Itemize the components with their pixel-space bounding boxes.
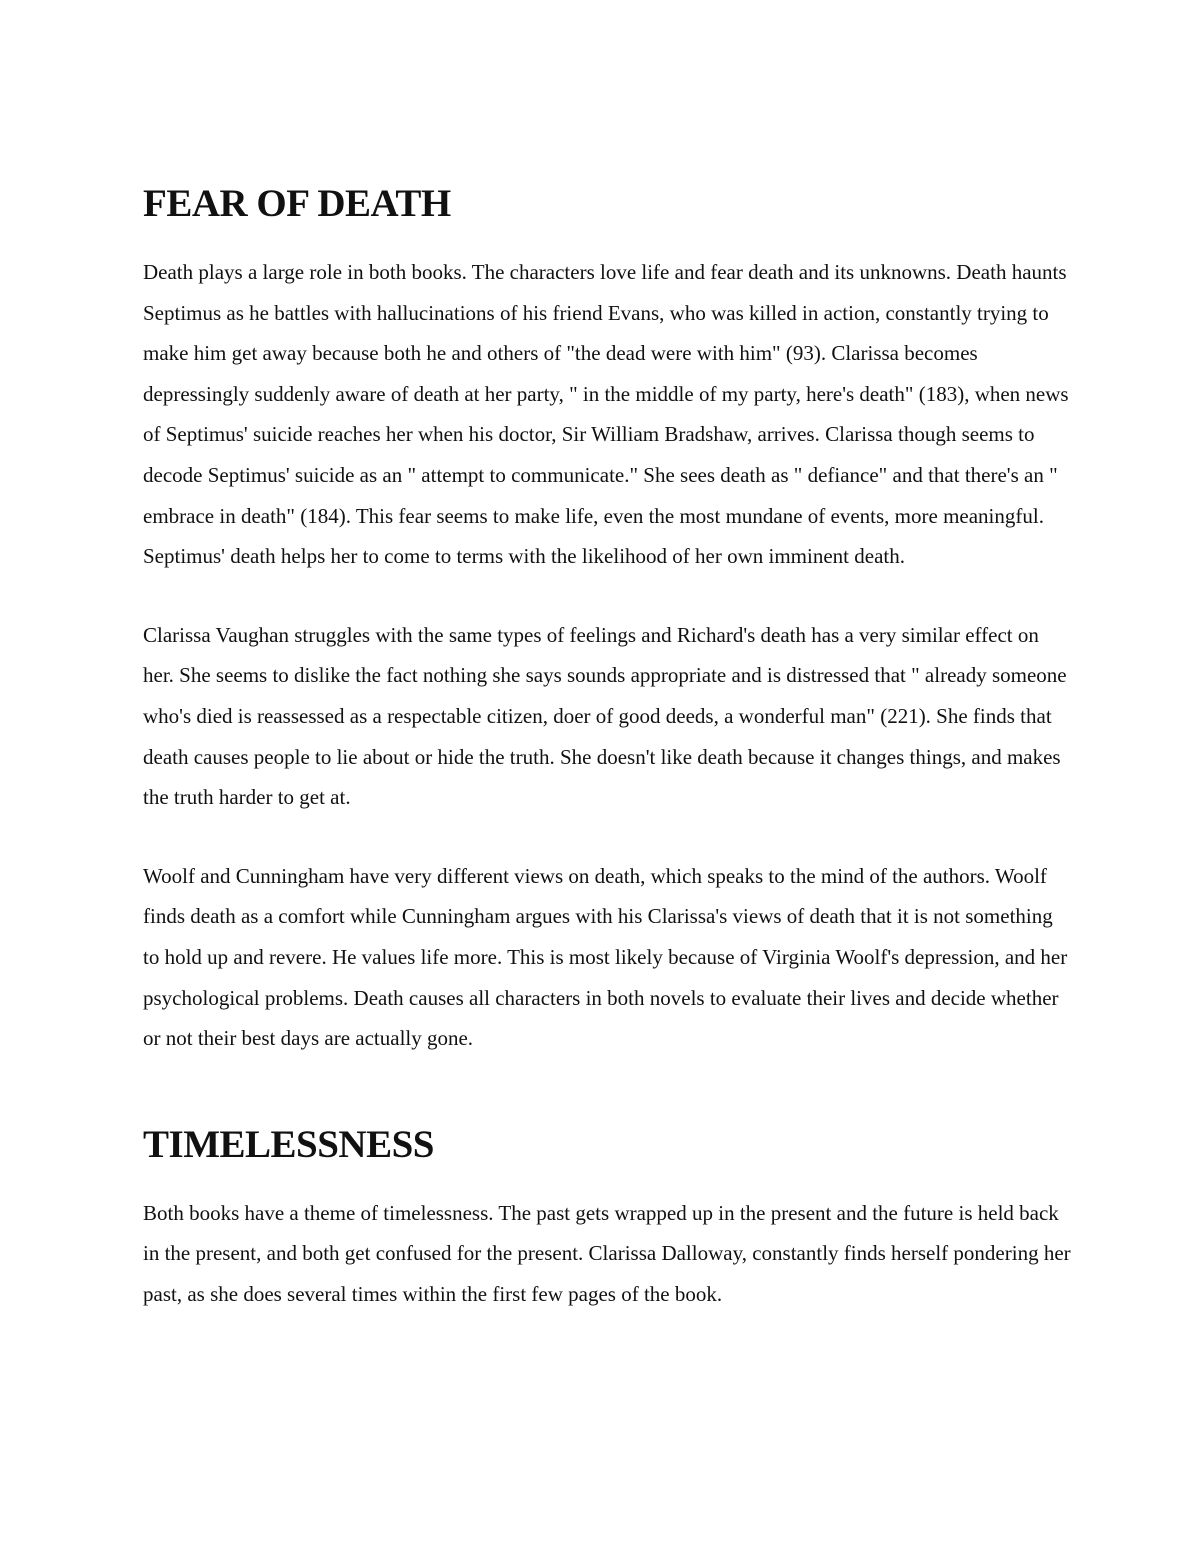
paragraph: Clarissa Vaughan struggles with the same types of feelings and Richard's death has a very similar effect on her. She seems to dislike the fact nothing she says sounds appropriate and is distressed that " already someone who's died is reassessed as a respectable citizen, doer of good deeds, a wonderful man" (221). She finds that death causes people to lie about or hide the truth. She doesn't like death because it changes things, and makes the truth harder to get at. — [143, 622, 1067, 810]
section-timelessness — [143, 1121, 1073, 1315]
paragraph: Woolf and Cunningham have very different views on death, which speaks to the mind of the authors. Woolf finds death as a comfort while Cunningham argues with his Clarissa's views of death that it is not something to hold up and revere. He values life more. This is most likely because of Virginia Woolf's depression, and her psychological problems. Death causes all characters in both novels to evaluate their lives and decide whether or not their best days are actually gone. — [143, 863, 1068, 1051]
paragraph: Both books have a theme of timelessness. The past gets wrapped up in the present and the future is held back in the present, and both get confused for the present. Clarissa Dalloway, constantly finds herself pondering her past, as she does several times within the first few pages of the book. — [143, 1200, 1071, 1306]
section-fear-of-death — [143, 180, 1073, 1059]
section-heading: TIMELESSNESS — [143, 1122, 434, 1166]
document-page — [143, 180, 1073, 1314]
section-heading: FEAR OF DEATH — [143, 182, 451, 225]
paragraph: Death plays a large role in both books. The characters love life and fear death and its unknowns. Death haunts Septimus as he battles with hallucinations of his friend Evans, who was killed in action, constantly trying to make him get away because both he and others of "the dead were with him" (93). Clarissa becomes depressingly suddenly aware of death at her party, " in the middle of my party, here's death" (183), when news of Septimus' suicide reaches her when his doctor, Sir William Bradshaw, arrives. Clarissa though seems to decode Septimus' suicide as an " attempt to communicate." She sees death as " defiance" and that there's an " embrace in death" (184). This fear seems to make life, even the most mundane of events, more meaningful. Septimus' death helps her to come to terms with the likelihood of her own imminent death. — [143, 260, 1069, 569]
